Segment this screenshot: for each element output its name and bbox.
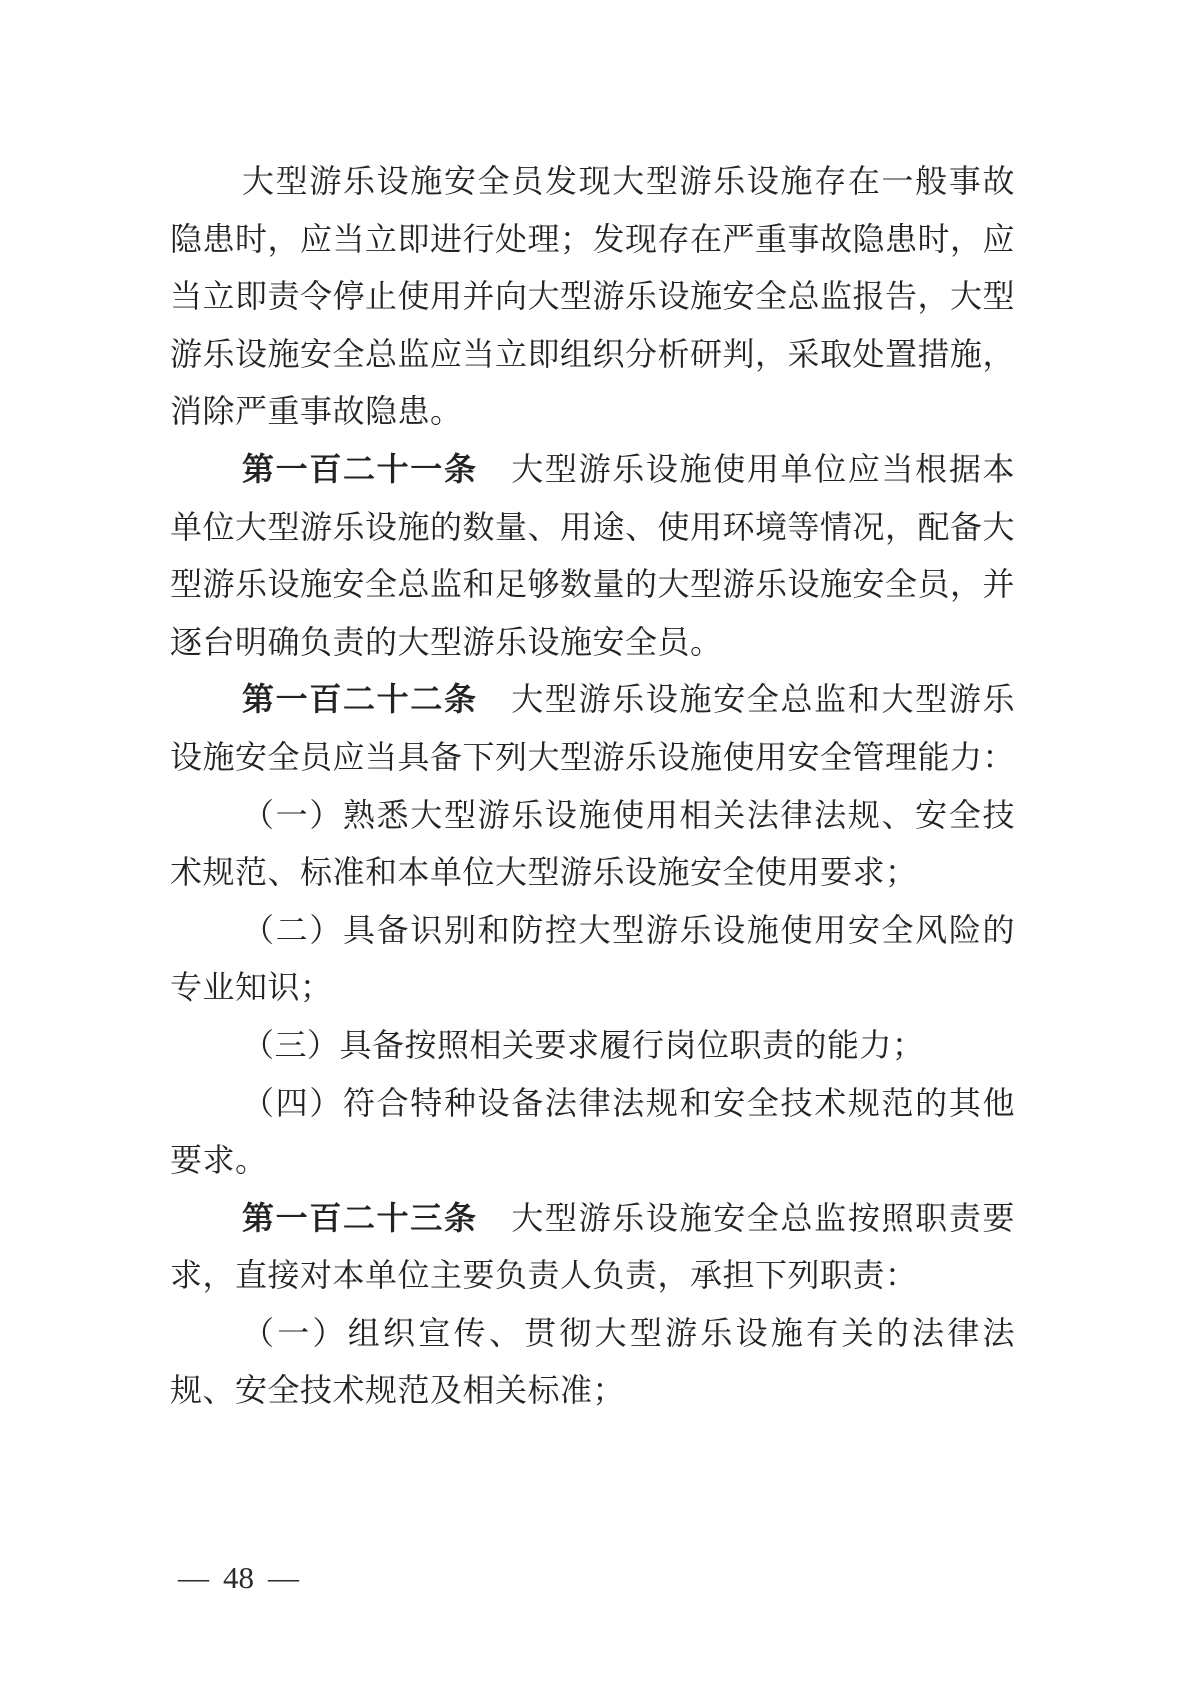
paragraph-article-122	[170, 671, 1015, 786]
page-number: 48	[223, 1560, 254, 1595]
paragraph-item-4	[170, 1075, 1015, 1190]
paragraph	[170, 153, 1015, 441]
article-number: 第一百二十三条	[242, 1199, 478, 1236]
paragraph-article-121	[170, 441, 1015, 671]
paragraph-text: （四）符合特种设备法律法规和安全技术规范的其他要求。	[170, 1084, 1015, 1179]
footer-dash-left: —	[178, 1560, 209, 1595]
footer-dash-right: —	[268, 1560, 299, 1595]
paragraph-text: （一）熟悉大型游乐设施使用相关法律法规、安全技术规范、标准和本单位大型游乐设施安全使用要求；	[170, 796, 1015, 891]
page-footer	[178, 1558, 299, 1598]
paragraph-text: （一）组织宣传、贯彻大型游乐设施有关的法律法规、安全技术规范及相关标准；	[170, 1314, 1015, 1409]
paragraph-item-2	[170, 902, 1015, 1017]
paragraph-text: 大型游乐设施安全员发现大型游乐设施存在一般事故隐患时，应当立即进行处理；发现存在严重事故隐患时，应当立即责令停止使用并向大型游乐设施安全总监报告，大型游乐设施安全总监应当立即组织分析研判，采取处置措施，消除严重事故隐患。	[170, 163, 1016, 430]
paragraph-item-3	[170, 1017, 1015, 1075]
paragraph-text: 大型游乐设施安全总监按照职责要求，直接对本单位主要负责人负责，承担下列职责：	[170, 1199, 1015, 1294]
paragraph-text: （二）具备识别和防控大型游乐设施使用安全风险的专业知识；	[170, 911, 1015, 1006]
paragraph-article-123	[170, 1190, 1015, 1305]
document-body	[170, 153, 1015, 1420]
article-number: 第一百二十二条	[242, 681, 478, 718]
paragraph-item-1	[170, 787, 1015, 902]
paragraph-text: 大型游乐设施使用单位应当根据本单位大型游乐设施的数量、用途、使用环境等情况，配备大型游乐设施安全总监和足够数量的大型游乐设施安全员，并逐台明确负责的大型游乐设施安全员。	[170, 450, 1016, 660]
article-number: 第一百二十一条	[242, 450, 478, 487]
paragraph-text: （三）具备按照相关要求履行岗位职责的能力；	[242, 1026, 925, 1063]
paragraph-item-5	[170, 1305, 1015, 1420]
paragraph-text: 大型游乐设施安全总监和大型游乐设施安全员应当具备下列大型游乐设施使用安全管理能力：	[170, 681, 1016, 775]
